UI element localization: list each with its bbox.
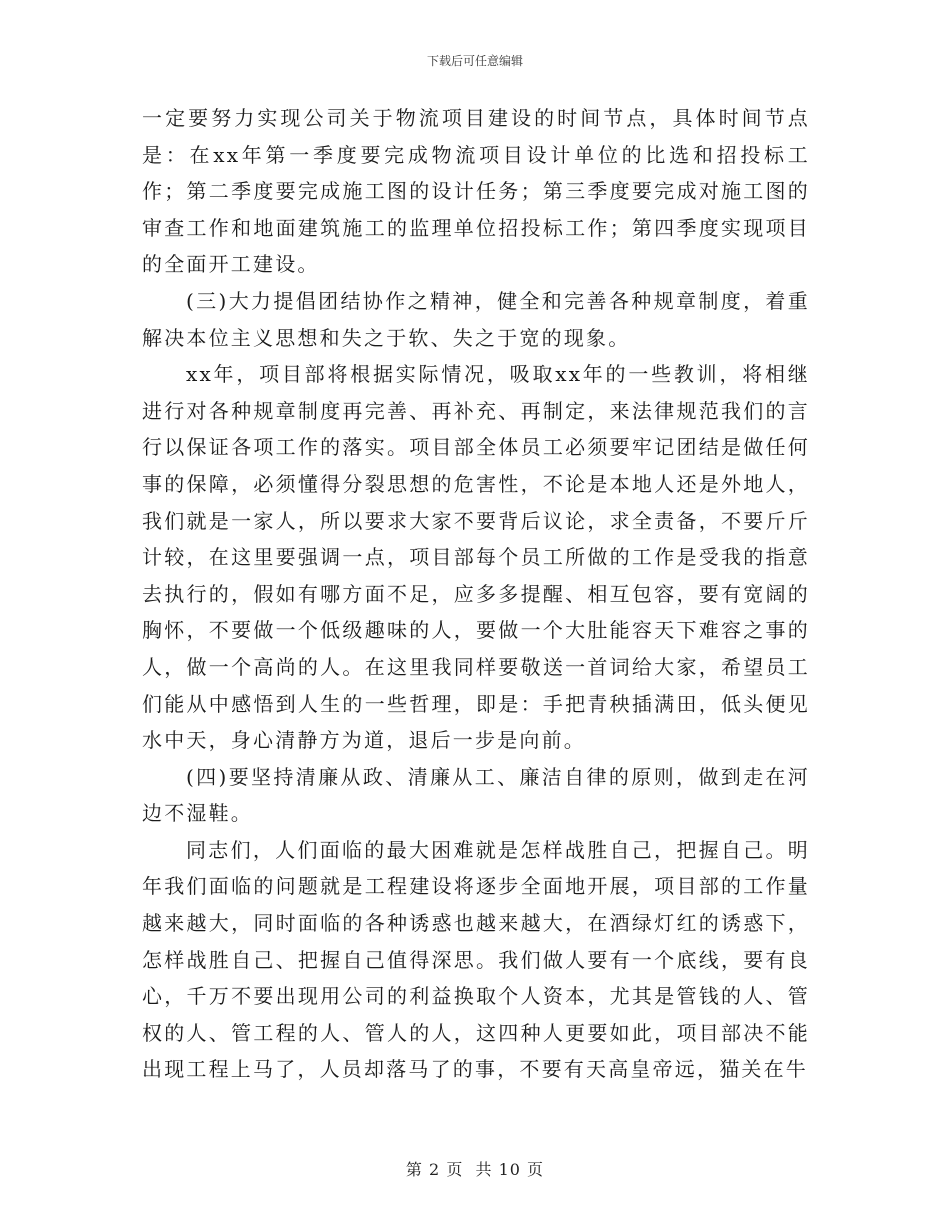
paragraph-section-3: (三)大力提倡团结协作之精神，健全和完善各种规章制度，着重解决本位主义思想和失之于软、失之于宽的现象。: [142, 288, 810, 350]
paragraph-regulations: xx年，项目部将根据实际情况，吸取xx年的一些教训，将相继进行对各种规章制度再完善、再补充、再制定，来法律规范我们的言行以保证各项工作的落实。项目部全体员工必须要牢记团结是做任何事的保障，必须懂得分裂思想的危害性，不论是本地人还是外地人，我们就是一家人，所以要求大家不要背后议论，求全责备，不要斤斤计较，在这里要强调一点，项目部每个员工所做的工作是受我的指意去执行的，假如有哪方面不足，应多多提醒、相互包容，要有宽阔的胸怀，不要做一个低级趣味的人，要做一个大肚能容天下难容之事的人，做一个高尚的人。在这里我同样要敬送一首词给大家，希望员工们能从中感悟到人生的一些哲理，即是：手把青秧插满田，低头便见水中天，身心清静方为道，退后一步是向前。: [142, 362, 810, 753]
page-header: 下载后可任意编辑: [426, 54, 523, 68]
paragraph-section-4: (四)要坚持清廉从政、清廉从工、廉洁自律的原则，做到走在河边不湿鞋。: [142, 764, 810, 826]
footer-prefix: 第: [405, 1160, 423, 1179]
footer-middle: 页 共: [446, 1160, 493, 1179]
current-page-number: 2: [429, 1160, 441, 1179]
document-body: [142, 100, 810, 1088]
footer-suffix: 页: [527, 1160, 545, 1179]
page-footer: [0, 1157, 950, 1180]
paragraph-timeline: 一定要努力实现公司关于物流项目建设的时间节点，具体时间节点是：在xx年第一季度要完成物流项目设计单位的比选和招投标工作；第二季度要完成施工图的设计任务；第三季度要完成对施工图的审查工作和地面建筑施工的监理单位招投标工作；第四季度实现项目的全面开工建设。: [142, 106, 810, 277]
total-pages-number: 10: [498, 1160, 521, 1179]
paragraph-comrades: 同志们，人们面临的最大困难就是怎样战胜自己，把握自己。明年我们面临的问题就是工程建设将逐步全面地开展，项目部的工作量越来越大，同时面临的各种诱惑也越来越大，在酒绿灯红的诱惑下，怎样战胜自己、把握自己值得深思。我们做人要有一个底线，要有良心，千万不要出现用公司的利益换取个人资本，尤其是管钱的人、管权的人、管工程的人、管人的人，这四种人更要如此，项目部决不能出现工程上马了，人员却落马了的事，不要有天高皇帝远，猫关在牛: [142, 837, 810, 1082]
